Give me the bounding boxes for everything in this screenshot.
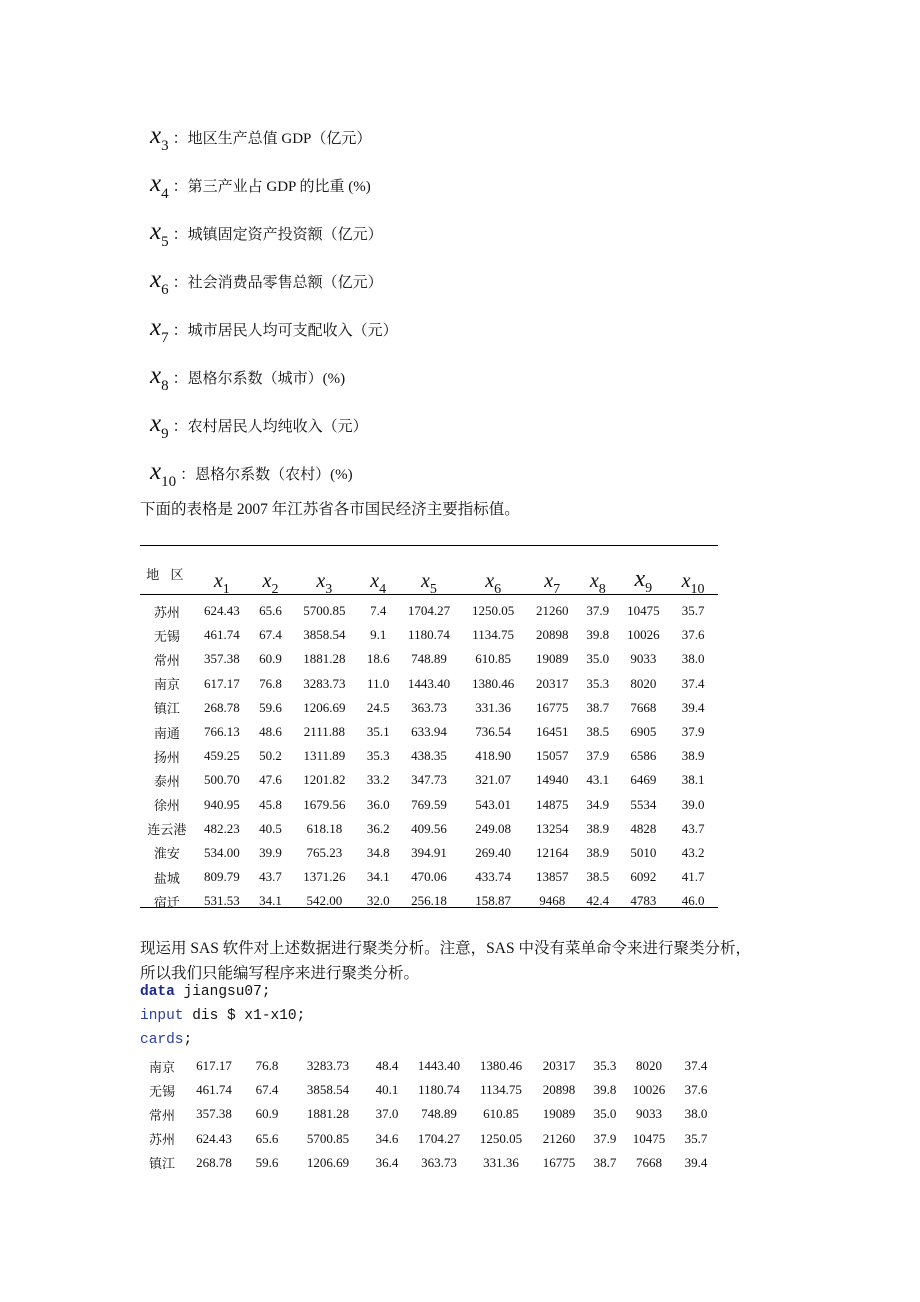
value-cell: 34.9 xyxy=(586,796,610,812)
value-cell: 409.56 xyxy=(411,820,447,836)
table-header-row xyxy=(140,553,718,599)
region-cell: 淮安 xyxy=(153,846,180,862)
variable-description: ：第三产业占 GDP 的比重 (%) xyxy=(172,179,371,195)
cards-row xyxy=(140,1102,718,1126)
cards-value-cell: 268.78 xyxy=(196,1154,232,1170)
value-cell: 35.3 xyxy=(586,675,610,691)
value-cell: 617.17 xyxy=(203,675,240,691)
value-cell: 37.4 xyxy=(681,675,705,691)
table-row xyxy=(140,817,718,841)
code-line-input xyxy=(140,1008,305,1024)
variable-description: ：城镇固定资产投资额（亿元） xyxy=(172,227,383,243)
cards-value-cell: 10475 xyxy=(632,1130,666,1146)
cards-value-cell: 1704.27 xyxy=(417,1130,461,1146)
cards-region-cell: 常州 xyxy=(148,1107,175,1123)
variable-symbol: x xyxy=(150,170,162,197)
value-cell: 534.00 xyxy=(203,844,240,860)
variable-subscript: 4 xyxy=(161,186,169,202)
value-cell: 7.4 xyxy=(370,603,387,619)
value-cell: 500.70 xyxy=(203,772,240,788)
value-cell: 16775 xyxy=(535,699,569,715)
cards-value-cell: 1250.05 xyxy=(479,1130,523,1146)
value-cell: 1206.69 xyxy=(303,699,346,715)
analysis-paragraph xyxy=(140,936,751,986)
value-cell: 39.4 xyxy=(681,699,705,715)
value-cell: 34.1 xyxy=(259,893,282,909)
table-top-rule xyxy=(140,545,718,546)
value-cell: 1371.26 xyxy=(303,869,346,885)
indicator-table xyxy=(140,553,718,913)
value-cell: 470.06 xyxy=(411,869,447,885)
value-cell: 10475 xyxy=(627,603,660,619)
value-cell: 542.00 xyxy=(306,893,343,909)
region-cell: 盐城 xyxy=(153,870,180,886)
table-row xyxy=(140,720,718,744)
cards-region-cell: 苏州 xyxy=(148,1132,175,1148)
value-cell: 461.74 xyxy=(203,627,240,643)
cards-value-cell: 16775 xyxy=(542,1154,576,1170)
value-cell: 4828 xyxy=(630,820,657,836)
value-cell: 618.18 xyxy=(306,820,343,836)
value-cell: 1180.74 xyxy=(408,627,450,643)
value-cell: 1134.75 xyxy=(472,627,515,643)
analysis-line-2: 所以我们只能编写程序来进行聚类分析。 xyxy=(140,965,420,982)
value-cell: 6905 xyxy=(630,724,657,740)
variable-symbol: x xyxy=(150,218,162,245)
cards-value-cell: 37.4 xyxy=(684,1058,708,1074)
cards-value-cell: 38.7 xyxy=(593,1154,617,1170)
value-cell: 394.91 xyxy=(411,844,447,860)
code-keyword: data xyxy=(140,984,175,1000)
cards-value-cell: 363.73 xyxy=(421,1154,457,1170)
header-x10: x10 xyxy=(681,570,705,597)
value-cell: 37.9 xyxy=(681,724,705,740)
table-row xyxy=(140,768,718,792)
cards-value-cell: 59.6 xyxy=(255,1154,279,1170)
value-cell: 633.94 xyxy=(411,724,447,740)
value-cell: 39.9 xyxy=(259,844,282,860)
value-cell: 269.40 xyxy=(475,844,512,860)
value-cell: 16451 xyxy=(535,724,569,740)
header-x7: x7 xyxy=(544,570,561,597)
cards-value-cell: 9033 xyxy=(636,1106,662,1122)
header-x2: x2 xyxy=(262,570,279,597)
code-keyword: input xyxy=(140,1008,184,1024)
region-cell: 连云港 xyxy=(147,822,187,838)
cards-value-cell: 34.6 xyxy=(375,1130,399,1146)
variable-description: ：恩格尔系数（农村）(%) xyxy=(180,467,353,483)
cards-value-cell: 48.4 xyxy=(375,1058,399,1074)
table-row xyxy=(140,865,718,889)
code-text: ; xyxy=(183,1032,193,1048)
value-cell: 357.38 xyxy=(203,651,240,667)
value-cell: 38.0 xyxy=(681,651,705,667)
cards-value-cell: 3283.73 xyxy=(306,1058,350,1074)
variable-symbol: x xyxy=(150,410,162,437)
region-cell: 徐州 xyxy=(153,798,180,814)
value-cell: 1311.89 xyxy=(303,748,346,764)
value-cell: 433.74 xyxy=(475,869,512,885)
value-cell: 6586 xyxy=(630,748,657,764)
cards-value-cell: 610.85 xyxy=(483,1106,519,1122)
variable-x3 xyxy=(150,122,371,152)
value-cell: 36.2 xyxy=(366,820,390,836)
variable-subscript: 3 xyxy=(161,138,169,154)
value-cell: 5700.85 xyxy=(303,603,346,619)
value-cell: 256.18 xyxy=(411,893,447,909)
value-cell: 3858.54 xyxy=(303,627,346,643)
cards-value-cell: 20317 xyxy=(542,1058,576,1074)
variable-x8 xyxy=(150,362,345,392)
value-cell: 769.59 xyxy=(411,796,447,812)
variable-x10 xyxy=(150,458,353,488)
value-cell: 38.9 xyxy=(681,748,705,764)
cards-value-cell: 1443.40 xyxy=(417,1058,461,1074)
value-cell: 20898 xyxy=(535,627,569,643)
value-cell: 1250.05 xyxy=(472,603,515,619)
cards-value-cell: 76.8 xyxy=(255,1058,279,1074)
value-cell: 39.0 xyxy=(681,796,705,812)
value-cell: 624.43 xyxy=(203,603,240,619)
value-cell: 47.6 xyxy=(259,772,282,788)
value-cell: 36.0 xyxy=(366,796,390,812)
value-cell: 14875 xyxy=(535,796,569,812)
value-cell: 10026 xyxy=(627,627,660,643)
analysis-line-1: 现运用 SAS 软件对上述数据进行聚类分析。注意，SAS 中没有菜单命令来进行聚类分析， xyxy=(140,940,751,957)
variable-subscript: 6 xyxy=(161,282,169,298)
header-x4: x4 xyxy=(370,570,387,597)
value-cell: 34.8 xyxy=(366,844,390,860)
variable-symbol: x xyxy=(150,362,162,389)
cards-region-cell: 镇江 xyxy=(148,1156,175,1172)
cards-value-cell: 37.0 xyxy=(375,1106,399,1122)
value-cell: 33.2 xyxy=(366,772,390,788)
variable-subscript: 7 xyxy=(161,330,169,346)
header-x5: x5 xyxy=(421,570,437,597)
cards-value-cell: 60.9 xyxy=(255,1106,279,1122)
cards-value-cell: 65.6 xyxy=(255,1130,279,1146)
value-cell: 940.95 xyxy=(203,796,240,812)
cards-value-cell: 1134.75 xyxy=(480,1082,522,1098)
value-cell: 38.1 xyxy=(681,772,705,788)
cards-value-cell: 357.38 xyxy=(196,1106,232,1122)
variable-symbol: x xyxy=(150,458,162,485)
value-cell: 459.25 xyxy=(203,748,240,764)
variable-symbol: x xyxy=(150,122,162,149)
cards-value-cell: 331.36 xyxy=(483,1154,519,1170)
cards-value-cell: 35.3 xyxy=(593,1058,617,1074)
cards-value-cell: 40.1 xyxy=(375,1082,399,1098)
value-cell: 38.5 xyxy=(586,724,610,740)
code-line-data xyxy=(140,984,271,1000)
value-cell: 482.23 xyxy=(203,820,240,836)
value-cell: 41.7 xyxy=(681,869,705,885)
cards-value-cell: 1206.69 xyxy=(306,1154,350,1170)
value-cell: 5534 xyxy=(630,796,657,812)
table-row xyxy=(140,793,718,817)
cards-value-cell: 8020 xyxy=(636,1058,662,1074)
table-row xyxy=(140,623,718,647)
variable-subscript: 10 xyxy=(161,474,177,490)
value-cell: 1380.46 xyxy=(472,675,515,691)
header-region: 地 区 xyxy=(146,566,188,582)
cards-value-cell: 35.0 xyxy=(593,1106,617,1122)
region-cell: 泰州 xyxy=(153,773,180,789)
value-cell: 331.36 xyxy=(475,699,512,715)
variable-description: ：农村居民人均纯收入（元） xyxy=(172,419,368,435)
value-cell: 38.9 xyxy=(586,820,610,836)
table-row xyxy=(140,841,718,865)
cards-value-cell: 461.74 xyxy=(196,1082,232,1098)
value-cell: 268.78 xyxy=(203,699,240,715)
value-cell: 65.6 xyxy=(259,603,282,619)
value-cell: 9.1 xyxy=(370,627,387,643)
value-cell: 1679.56 xyxy=(303,796,346,812)
value-cell: 32.0 xyxy=(366,893,390,909)
variable-subscript: 8 xyxy=(161,378,169,394)
value-cell: 418.90 xyxy=(475,748,512,764)
value-cell: 7668 xyxy=(630,699,657,715)
value-cell: 42.4 xyxy=(586,893,610,909)
value-cell: 11.0 xyxy=(367,675,390,691)
value-cell: 321.07 xyxy=(475,772,512,788)
cards-value-cell: 19089 xyxy=(542,1106,576,1122)
value-cell: 1443.40 xyxy=(407,675,451,691)
cards-value-cell: 39.4 xyxy=(684,1154,708,1170)
cards-value-cell: 20898 xyxy=(542,1082,576,1098)
header-x3: x3 xyxy=(316,570,333,597)
value-cell: 59.6 xyxy=(259,699,282,715)
variable-symbol: x xyxy=(150,314,162,341)
region-cell: 镇江 xyxy=(153,701,180,717)
cards-value-cell: 36.4 xyxy=(375,1154,399,1170)
variable-subscript: 9 xyxy=(161,426,169,442)
cards-row xyxy=(140,1078,718,1102)
region-cell: 扬州 xyxy=(153,749,180,765)
cards-value-cell: 7668 xyxy=(636,1154,662,1170)
cards-row xyxy=(140,1151,718,1175)
value-cell: 610.85 xyxy=(475,651,512,667)
variable-description: ：恩格尔系数（城市）(%) xyxy=(172,371,346,387)
header-x6: x6 xyxy=(485,570,502,597)
value-cell: 766.13 xyxy=(203,724,240,740)
value-cell: 2111.88 xyxy=(303,724,345,740)
table-intro: 下面的表格是 2007 年江苏省各市国民经济主要指标值。 xyxy=(140,501,520,518)
value-cell: 43.7 xyxy=(681,820,705,836)
value-cell: 43.7 xyxy=(259,869,282,885)
value-cell: 748.89 xyxy=(411,651,447,667)
cards-value-cell: 5700.85 xyxy=(306,1130,350,1146)
cards-region-cell: 无锡 xyxy=(148,1083,175,1099)
value-cell: 13254 xyxy=(535,820,569,836)
region-cell: 苏州 xyxy=(153,604,180,620)
value-cell: 531.53 xyxy=(203,893,240,909)
code-text: dis $ x1-x10; xyxy=(183,1008,306,1024)
cards-value-cell: 617.17 xyxy=(196,1058,232,1074)
value-cell: 19089 xyxy=(535,651,569,667)
region-cell: 常州 xyxy=(153,652,180,668)
value-cell: 38.7 xyxy=(586,699,610,715)
value-cell: 37.9 xyxy=(586,748,610,764)
value-cell: 38.9 xyxy=(586,844,610,860)
value-cell: 35.7 xyxy=(681,603,705,619)
cards-value-cell: 38.0 xyxy=(684,1106,708,1122)
cards-value-cell: 21260 xyxy=(542,1130,576,1146)
value-cell: 46.0 xyxy=(681,893,705,909)
value-cell: 438.35 xyxy=(411,748,447,764)
variable-subscript: 5 xyxy=(161,234,169,250)
value-cell: 43.1 xyxy=(586,772,610,788)
value-cell: 12164 xyxy=(535,844,569,860)
cards-value-cell: 624.43 xyxy=(196,1130,232,1146)
variable-x9 xyxy=(150,410,368,440)
cards-value-cell: 35.7 xyxy=(684,1130,708,1146)
value-cell: 809.79 xyxy=(203,869,240,885)
value-cell: 39.8 xyxy=(586,627,610,643)
cards-value-cell: 1881.28 xyxy=(306,1106,350,1122)
variable-x7 xyxy=(150,314,398,344)
value-cell: 6469 xyxy=(630,772,657,788)
value-cell: 1881.28 xyxy=(303,651,346,667)
value-cell: 20317 xyxy=(535,675,569,691)
table-row xyxy=(140,744,718,768)
value-cell: 543.01 xyxy=(475,796,512,812)
variable-description: ：城市居民人均可支配收入（元） xyxy=(172,323,398,339)
table-row xyxy=(140,599,718,623)
value-cell: 24.5 xyxy=(366,699,390,715)
value-cell: 9033 xyxy=(630,651,657,667)
value-cell: 8020 xyxy=(630,675,657,691)
value-cell: 18.6 xyxy=(366,651,390,667)
value-cell: 48.6 xyxy=(259,724,282,740)
value-cell: 13857 xyxy=(535,869,569,885)
header-x1: x1 xyxy=(213,570,230,597)
value-cell: 37.9 xyxy=(586,603,610,619)
value-cell: 38.5 xyxy=(586,869,610,885)
variable-x5 xyxy=(150,218,383,248)
value-cell: 5010 xyxy=(630,844,657,860)
cards-value-cell: 1180.74 xyxy=(418,1082,460,1098)
variable-symbol: x xyxy=(150,266,162,293)
cards-value-cell: 10026 xyxy=(632,1082,666,1098)
value-cell: 35.0 xyxy=(586,651,610,667)
value-cell: 1201.82 xyxy=(303,772,346,788)
value-cell: 76.8 xyxy=(259,675,282,691)
value-cell: 50.2 xyxy=(259,748,282,764)
table-row xyxy=(140,889,718,913)
value-cell: 249.08 xyxy=(475,820,512,836)
value-cell: 37.6 xyxy=(681,627,705,643)
value-cell: 67.4 xyxy=(259,627,282,643)
cards-row xyxy=(140,1054,718,1078)
table-row xyxy=(140,672,718,696)
variable-description: ：社会消费品零售总额（亿元） xyxy=(172,275,383,291)
header-x8: x8 xyxy=(589,570,606,597)
region-cell: 南京 xyxy=(153,677,180,693)
value-cell: 21260 xyxy=(535,603,569,619)
value-cell: 45.8 xyxy=(259,796,282,812)
cards-data-table xyxy=(140,1054,718,1175)
cards-row xyxy=(140,1127,718,1151)
header-x9: x9 xyxy=(634,566,653,596)
value-cell: 1704.27 xyxy=(407,603,451,619)
code-keyword: cards xyxy=(140,1032,184,1048)
value-cell: 43.2 xyxy=(681,844,705,860)
table-row xyxy=(140,647,718,671)
value-cell: 14940 xyxy=(535,772,569,788)
value-cell: 60.9 xyxy=(259,651,282,667)
value-cell: 40.5 xyxy=(259,820,282,836)
variable-x6 xyxy=(150,266,383,296)
value-cell: 158.87 xyxy=(475,893,512,909)
value-cell: 6092 xyxy=(630,869,657,885)
region-cell: 无锡 xyxy=(153,628,180,644)
value-cell: 4783 xyxy=(630,893,657,909)
code-line-cards xyxy=(140,1032,192,1048)
region-cell: 南通 xyxy=(153,725,180,741)
cards-value-cell: 37.6 xyxy=(684,1082,708,1098)
cards-region-cell: 南京 xyxy=(148,1059,175,1075)
cards-value-cell: 1380.46 xyxy=(479,1058,523,1074)
cards-value-cell: 67.4 xyxy=(255,1082,279,1098)
value-cell: 363.73 xyxy=(411,699,447,715)
value-cell: 765.23 xyxy=(306,844,343,860)
value-cell: 347.73 xyxy=(411,772,447,788)
value-cell: 3283.73 xyxy=(303,675,346,691)
cards-value-cell: 3858.54 xyxy=(306,1082,350,1098)
value-cell: 34.1 xyxy=(366,869,390,885)
value-cell: 15057 xyxy=(535,748,569,764)
value-cell: 35.1 xyxy=(366,724,390,740)
cards-value-cell: 39.8 xyxy=(593,1082,617,1098)
table-row xyxy=(140,696,718,720)
cards-value-cell: 37.9 xyxy=(593,1130,617,1146)
value-cell: 9468 xyxy=(539,893,566,909)
code-text: jiangsu07; xyxy=(174,984,271,1000)
value-cell: 35.3 xyxy=(366,748,390,764)
variable-x4 xyxy=(150,170,371,200)
variable-description: ：地区生产总值 GDP（亿元） xyxy=(172,131,372,147)
value-cell: 736.54 xyxy=(475,724,512,740)
cards-value-cell: 748.89 xyxy=(421,1106,457,1122)
region-cell: 宿迁 xyxy=(153,894,180,910)
